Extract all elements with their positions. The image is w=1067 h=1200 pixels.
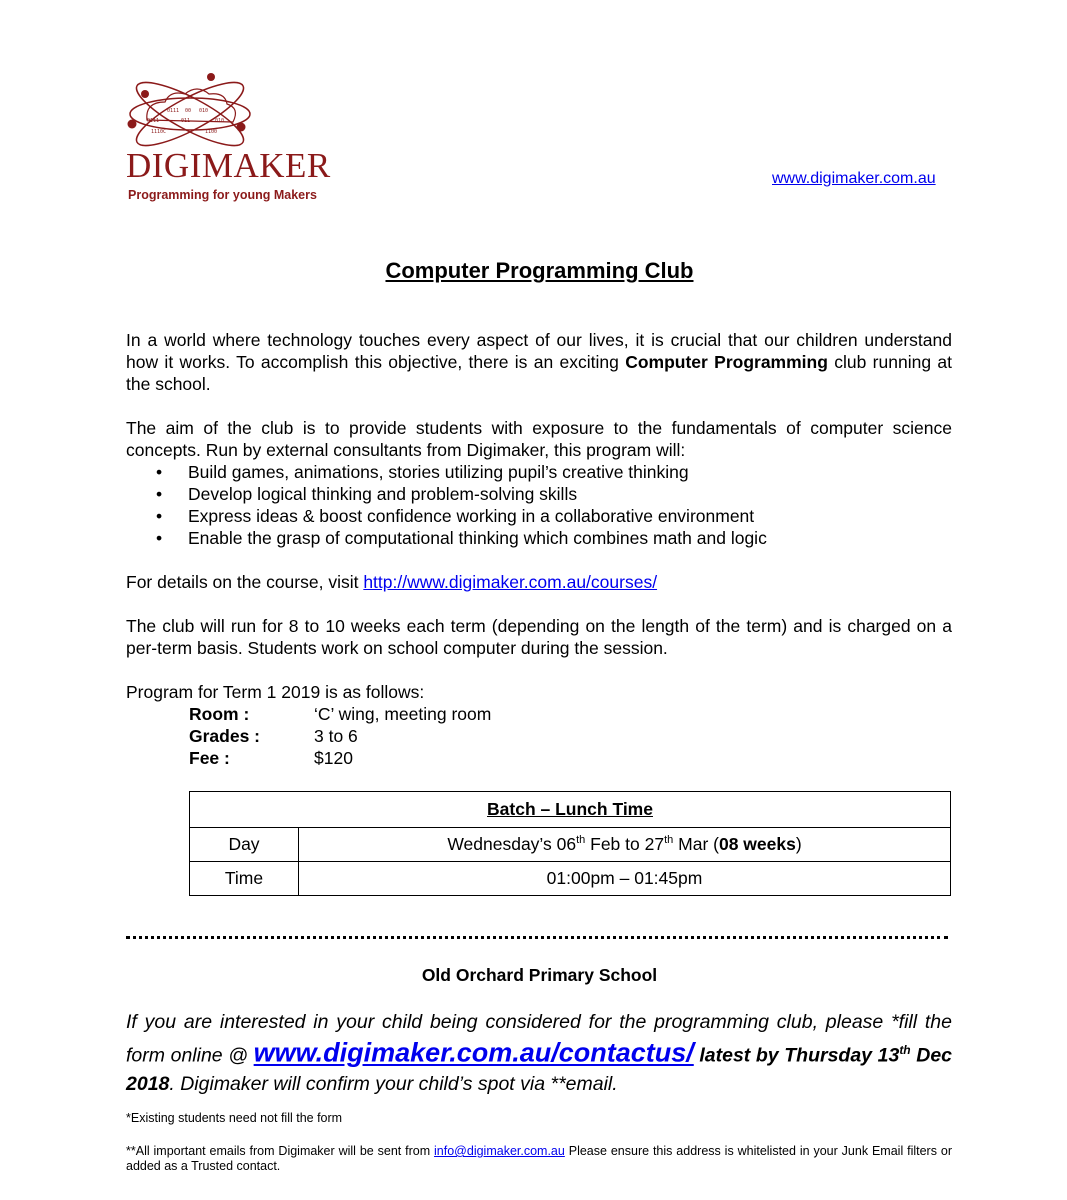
day-text-1: Wednesday’s 06 [447, 834, 577, 854]
aim-paragraph: The aim of the club is to provide students with exposure to the fundamentals of computer science concepts. Run by external consultants from Digimaker, this program will: [126, 418, 952, 460]
svg-text:0111: 0111 [147, 118, 160, 124]
day-sup-2: th [664, 834, 674, 847]
day-weeks: 08 weeks [718, 834, 796, 854]
website-link[interactable]: www.digimaker.com.au [772, 170, 936, 187]
atom-logo-icon [125, 72, 255, 150]
program-row-fee [126, 747, 952, 769]
day-label: Day [228, 834, 260, 854]
aim-section [126, 417, 952, 549]
room-value: ‘C’ wing, meeting room [314, 704, 492, 724]
table-row [190, 862, 951, 896]
intro-paragraph [126, 329, 952, 395]
batch-heading-cell [190, 792, 951, 828]
program-section [126, 681, 952, 769]
signup-deadline-2: Dec 2018 [126, 1044, 953, 1095]
day-text-3: Mar ( [673, 834, 719, 854]
signup-sup: th [899, 1043, 911, 1057]
table-row [190, 792, 951, 828]
footnote-email-suffix: Please ensure this address is whitelisted in your Junk Email filters or added as a Trusted contact. [126, 1144, 952, 1173]
svg-text:1100: 1100 [205, 129, 218, 135]
logo [122, 72, 342, 207]
signup-deadline-1: latest by Thursday 13 [693, 1044, 900, 1067]
room-label: Room : [189, 704, 250, 724]
svg-text:1110C: 1110C [151, 129, 167, 135]
day-sup-1: th [576, 834, 586, 847]
program-row-grades [126, 725, 952, 747]
intro-text-2: club running at the school. [126, 352, 952, 394]
list-item: • Enable the grasp of computational thinking which combines math and logic [126, 527, 952, 549]
day-value-cell [299, 828, 951, 862]
courses-link[interactable]: http://www.digimaker.com.au/courses/ [363, 572, 658, 592]
svg-text:011: 011 [181, 118, 191, 124]
list-item: • Express ideas & boost confidence working in a collaborative environment [126, 505, 952, 527]
svg-text:010: 010 [215, 118, 225, 124]
time-value: 01:00pm – 01:45pm [546, 868, 703, 888]
footnote-email-prefix: **All important emails from Digimaker will be sent from [126, 1144, 435, 1158]
grades-value: 3 to 6 [314, 726, 358, 746]
club-run-paragraph: The club will run for 8 to 10 weeks each term (depending on the length of the term) and is charged on a per-term basis. Students work on school computer during the session. [126, 616, 952, 658]
logo-tagline: Programming for young Makers [128, 188, 317, 202]
batch-table [189, 791, 951, 896]
time-value-cell [299, 862, 951, 896]
footnote-email [126, 1144, 952, 1174]
intro-bold: Computer Programming [625, 352, 828, 372]
details-line [126, 571, 952, 593]
email-link[interactable]: info@digimaker.com.au [434, 1144, 565, 1158]
logo-name: DIGIMAKER [126, 146, 331, 185]
svg-text:0111: 0111 [167, 108, 180, 114]
signup-text-1: If you are interested in your child being considered for the programming club, please *fill the form online @ [126, 1011, 952, 1067]
aim-bullet-list [126, 461, 952, 549]
details-prefix: For details on the course, visit [126, 572, 364, 592]
signup-text-2: . Digimaker will confirm your child’s spot via **email. [169, 1072, 618, 1095]
program-row-room [126, 703, 952, 725]
school-name: Old Orchard Primary School [421, 965, 658, 985]
time-label-cell [190, 862, 299, 896]
fee-value: $120 [314, 748, 353, 768]
program-heading: Program for Term 1 2019 is as follows: [126, 682, 425, 702]
day-text-2: Feb to 27 [585, 834, 665, 854]
signup-paragraph [126, 1008, 952, 1098]
svg-text:00: 00 [185, 108, 192, 114]
grades-label: Grades : [189, 726, 260, 746]
intro-text-1: In a world where technology touches every aspect of our lives, it is crucial that our children understand how it works. To accomplish this objective, there is an exciting [126, 330, 952, 372]
dotted-divider [126, 936, 948, 939]
time-label: Time [224, 868, 264, 888]
list-item: • Build games, animations, stories utilizing pupil’s creative thinking [126, 461, 952, 483]
table-row [190, 828, 951, 862]
svg-text:010: 010 [199, 108, 209, 114]
day-label-cell [190, 828, 299, 862]
page-title: Computer Programming Club [385, 258, 694, 283]
footnote-existing: *Existing students need not fill the form [126, 1111, 343, 1125]
list-item: • Develop logical thinking and problem-solving skills [126, 483, 952, 505]
day-text-4: ) [795, 834, 802, 854]
contactus-link[interactable]: www.digimaker.com.au/contactus/ [253, 1037, 694, 1068]
fee-label: Fee : [189, 748, 230, 768]
batch-heading: Batch – Lunch Time [487, 799, 653, 819]
